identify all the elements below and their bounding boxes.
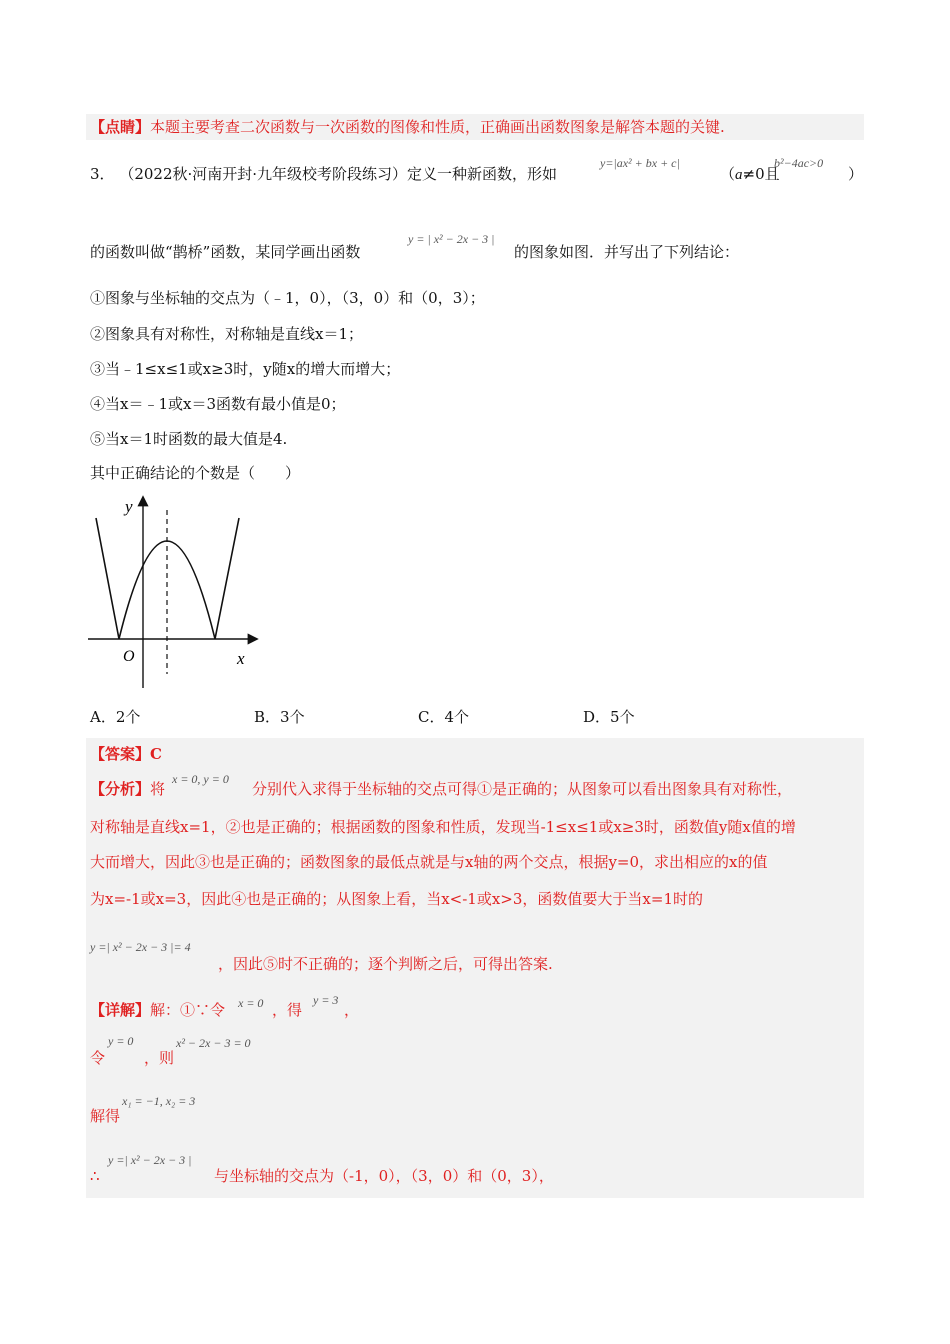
detail-f-x0: x = 0 xyxy=(238,996,264,1010)
detail-l1b: ，得 xyxy=(272,1001,303,1019)
answer-tag: 【答案】 xyxy=(90,745,151,763)
dianjing-text: 本题主要考查二次函数与一次函数的图像和性质，正确画出函数图象是解答本题的关键. xyxy=(150,118,725,136)
analysis-line-3: 大而增大，因此③也是正确的；函数图象的最低点就是与x轴的两个交点，根据y=0，求出相应的x的值 xyxy=(90,853,768,871)
analysis-line-1b: 分别代入求得于坐标轴的交点可得①是正确的；从图象可以看出图象具有对称性， xyxy=(252,780,793,798)
conclusion-5: ⑤当x＝1时函数的最大值是4. xyxy=(90,430,288,448)
detail-l2b: ，则 xyxy=(144,1049,175,1067)
detail-f-func: y =| x² − 2x − 3 | xyxy=(108,1153,192,1167)
detail-tag: 【详解】 xyxy=(90,1001,151,1019)
formula-specific: y = | x² − 2x − 3 | xyxy=(408,232,495,246)
analysis-tag: 【分析】 xyxy=(90,780,151,798)
question-line-1 xyxy=(90,164,557,184)
detail-l4b: 与坐标轴的交点为（-1，0），（3，0）和（0，3）， xyxy=(214,1167,554,1185)
x-axis-label: x xyxy=(237,649,245,668)
question-intro: 定义一种新函数，形如 xyxy=(407,165,558,183)
origin-label: O xyxy=(123,648,135,665)
analysis-formula-2: y =| x² − 2x − 3 |= 4 xyxy=(90,940,191,954)
y-axis-label: y xyxy=(125,497,133,516)
answer-value: C xyxy=(150,745,162,763)
formula-general: y=|ax² + bx + c| xyxy=(600,156,680,170)
analysis-line-4: 为x=-1或x=3，因此④也是正确的；从图象上看，当x<-1或x>3，函数值要大于当x=1时的 xyxy=(90,890,703,908)
question-number: 3． xyxy=(90,165,115,183)
answer-line xyxy=(90,744,162,764)
question-condition: （a≠0且 xyxy=(720,165,780,183)
detail-f-y0: y = 0 xyxy=(108,1034,134,1048)
analysis-line-2: 对称轴是直线x=1，②也是正确的；根据函数的图象和性质，发现当-1≤x≤1或x≥3时，函数值y随x值的增 xyxy=(90,818,796,836)
detail-l4a: ∴ xyxy=(90,1167,100,1185)
option-d[interactable]: D．5个 xyxy=(583,708,635,726)
detail-line-1: 【详解】解：①∵令 xyxy=(90,1001,226,1019)
conclusion-4: ④当x＝﹣1或x＝3函数有最小值是0； xyxy=(90,395,346,413)
formula-discriminant: b²−4ac>0 xyxy=(774,156,824,170)
analysis-line-5: ，因此⑤时不正确的；逐个判断之后，可得出答案. xyxy=(218,955,553,973)
analysis-line-1a: 【分析】将 xyxy=(90,780,166,798)
detail-l2a: 令 xyxy=(90,1049,106,1067)
option-c[interactable]: C．4个 xyxy=(418,708,470,726)
analysis-formula-1: x = 0, y = 0 xyxy=(172,772,229,786)
detail-f-eq: x² − 2x − 3 = 0 xyxy=(176,1036,251,1050)
detail-l3a: 解得 xyxy=(90,1107,121,1125)
conclusion-3: ③当﹣1≤x≤1或x≥3时，y随x的增大而增大； xyxy=(90,360,401,378)
question-source: （2022秋·河南开封·九年级校考阶段练习） xyxy=(119,165,408,183)
question-line-2b: 的图象如图．并写出了下列结论： xyxy=(514,243,740,261)
question-line-2a: 的函数叫做“鹊桥”函数，某同学画出函数 xyxy=(90,243,361,261)
question-ask: 其中正确结论的个数是（ ） xyxy=(90,464,301,482)
detail-f-y3: y = 3 xyxy=(313,993,339,1007)
detail-f-sol: x₁ = −1, x₂ = 3 xyxy=(122,1094,196,1108)
conclusion-1: ①图象与坐标轴的交点为（﹣1，0），（3，0）和（0，3）； xyxy=(90,289,485,307)
dianjing-tag: 【点睛】 xyxy=(90,118,151,136)
dianjing-line xyxy=(90,117,725,137)
option-b[interactable]: B．3个 xyxy=(254,708,305,726)
conclusion-2: ②图象具有对称性，对称轴是直线x＝1； xyxy=(90,325,364,343)
option-a[interactable]: A．2个 xyxy=(90,708,141,726)
function-graph xyxy=(84,488,264,694)
detail-l1c: ， xyxy=(344,1001,360,1019)
cond-close: ） xyxy=(848,165,864,183)
